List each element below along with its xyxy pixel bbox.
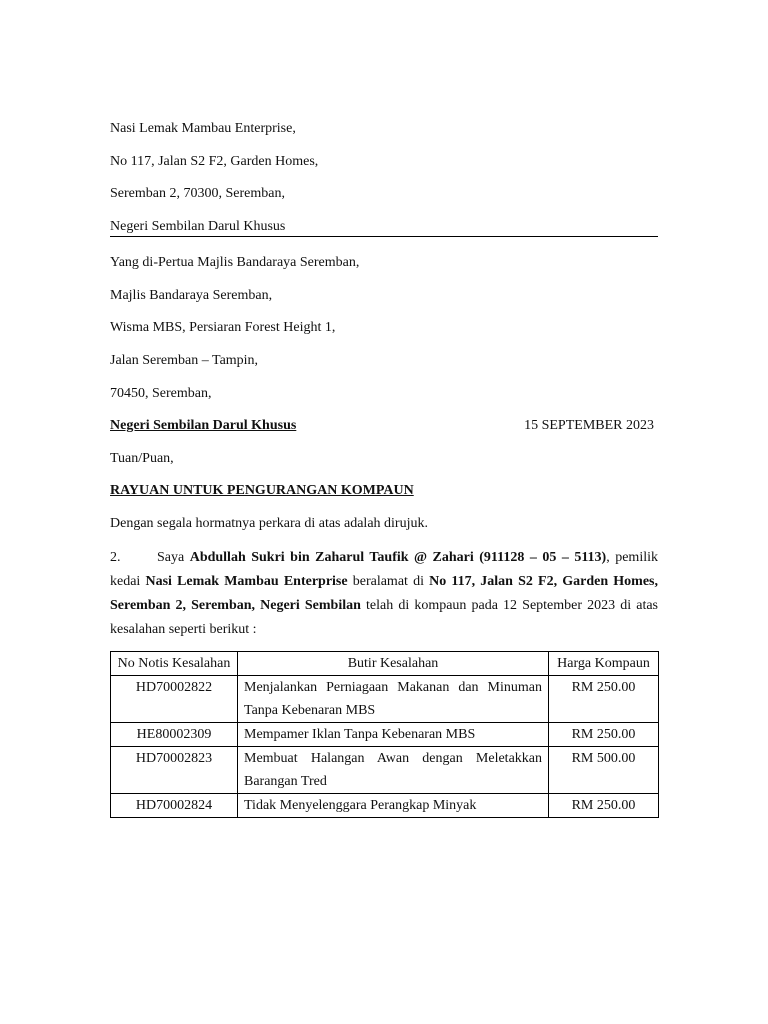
- cell-butir: Menjalankan Perniagaan Makanan dan Minuman Tanpa Kebenaran MBS: [238, 676, 549, 723]
- paragraph-text: , pemilik kedai: [110, 550, 658, 589]
- cell-butir: Membuat Halangan Awan dengan Meletakkan Barangan Tred: [238, 747, 549, 794]
- recipient-state: Negeri Sembilan Darul Khusus: [110, 418, 297, 433]
- paragraph-number: 2.: [110, 550, 121, 565]
- header-no-notis: No Notis Kesalahan: [111, 652, 238, 676]
- table-row: [111, 676, 659, 723]
- cell-harga: RM 250.00: [549, 794, 659, 818]
- cell-notis: HE80002309: [111, 723, 238, 747]
- header-harga-kompaun: Harga Kompaun: [549, 652, 659, 676]
- sender-address-line2: Seremban 2, 70300, Seremban,: [110, 186, 285, 201]
- cell-butir: Tidak Menyelenggara Perangkap Minyak: [238, 794, 549, 818]
- cell-butir: Mempamer Iklan Tanpa Kebenaran MBS: [238, 723, 549, 747]
- shop-address: No 117, Jalan S2 F2, Garden Homes, Seremban 2, Seremban, Negeri Sembilan: [110, 574, 658, 613]
- letter-date: 15 SEPTEMBER 2023: [524, 418, 654, 433]
- sender-address-line1: No 117, Jalan S2 F2, Garden Homes,: [110, 154, 319, 169]
- salutation: Tuan/Puan,: [110, 451, 174, 466]
- table-header-row: [111, 652, 659, 676]
- sender-name: Nasi Lemak Mambau Enterprise,: [110, 121, 296, 136]
- paragraph-text: telah di kompaun pada 12 September 2023 di atas kesalahan seperti berikut :: [110, 598, 658, 637]
- compound-table: [110, 651, 659, 818]
- intro-sentence: Dengan segala hormatnya perkara di atas adalah dirujuk.: [110, 516, 428, 531]
- table-row: [111, 723, 659, 747]
- recipient-address-line1: Wisma MBS, Persiaran Forest Height 1,: [110, 320, 336, 335]
- paragraph-text: Saya: [157, 550, 190, 565]
- cell-notis: HD70002824: [111, 794, 238, 818]
- cell-harga: RM 250.00: [549, 676, 659, 723]
- paragraph-2: [110, 546, 658, 642]
- cell-harga: RM 250.00: [549, 723, 659, 747]
- table-row: [111, 794, 659, 818]
- header-butir-kesalahan: Butir Kesalahan: [238, 652, 549, 676]
- cell-harga: RM 500.00: [549, 747, 659, 794]
- recipient-title: Yang di-Pertua Majlis Bandaraya Seremban,: [110, 255, 360, 270]
- cell-notis: HD70002823: [111, 747, 238, 794]
- recipient-postcode: 70450, Seremban,: [110, 386, 212, 401]
- letter-subject: RAYUAN UNTUK PENGURANGAN KOMPAUN: [110, 483, 414, 498]
- paragraph-text: beralamat di: [347, 574, 430, 589]
- shop-name: Nasi Lemak Mambau Enterprise: [145, 574, 348, 589]
- table-row: [111, 747, 659, 794]
- cell-notis: HD70002822: [111, 676, 238, 723]
- sender-state: Negeri Sembilan Darul Khusus: [110, 219, 286, 234]
- recipient-org: Majlis Bandaraya Seremban,: [110, 288, 273, 303]
- header-divider: [110, 236, 658, 237]
- complainant-name-ic: Abdullah Sukri bin Zaharul Taufik @ Zahari (911128 – 05 – 5113): [189, 550, 607, 565]
- recipient-address-line2: Jalan Seremban – Tampin,: [110, 353, 259, 368]
